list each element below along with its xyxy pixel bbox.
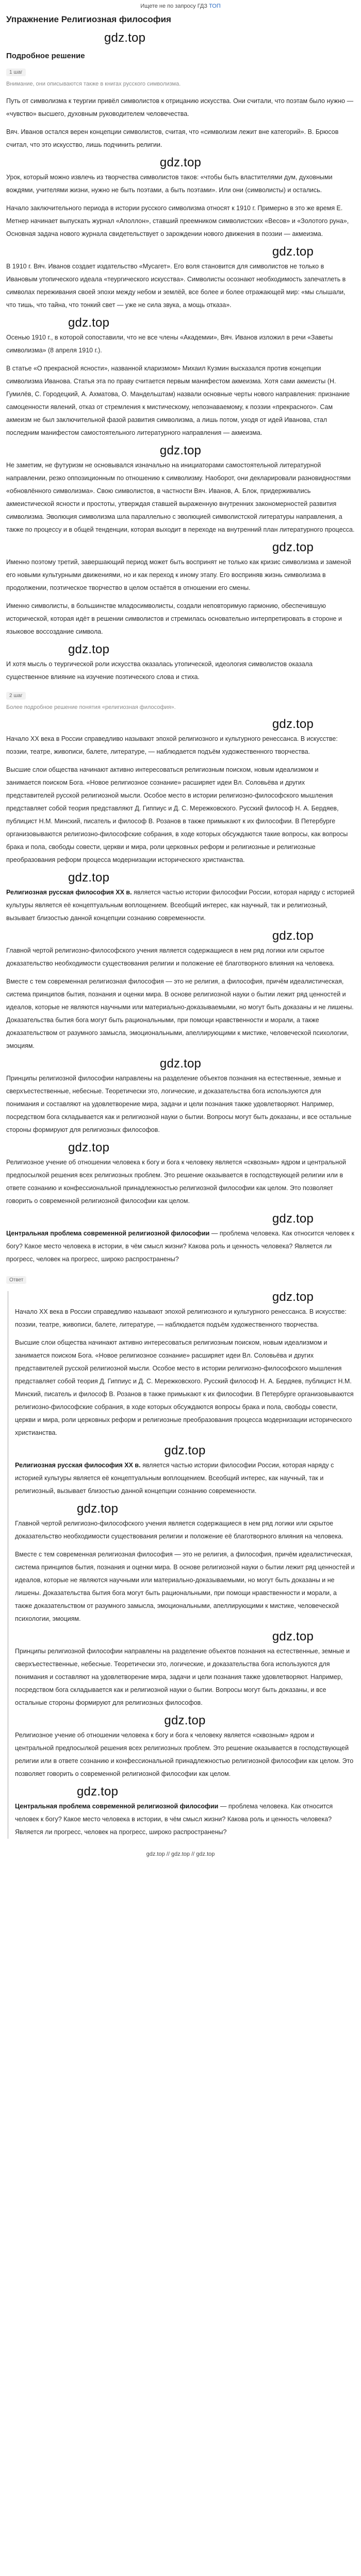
step-1-note: Внимание, они описываются также в книгах русского символизма. [6, 81, 181, 87]
paragraph: Именно поэтому третий, завершающий период может быть воспринят не только как кризис символизма и заменой его новыми культурными движениями, но и как переход к иному этапу. Его восприняв жизнь символизма в продолжении, поэтическое творчество в целом остаётся в отношении его смены. [6, 558, 351, 591]
watermark: gdz.top [68, 1140, 110, 1155]
footer-link-1[interactable]: gdz.top [146, 1851, 165, 1857]
paragraph: Высшие слои общества начинают активно интересоваться религиозным поиском, новым идеализмом и занимается поиском Бога. «Новое религиозное сознание» расширяет идеи Вл. Соловьёва и других представителей русской религиозной мысли. Особое место в истории религиозно-философского мышления представляет собой теория представляют Д. Гиппиус и Д. С. Мережковского. Русский философ Н. А. Бердяев, публицист Н.М. Минский, писатель и философ В. Розанов в также примыкают к их философии. В Петербурге организовываются религиозно-философские собрания, в ходе которых обсуждаются такие вопросы, как вопросы брака и пола, свободы совести, церкви и мира, роли церковных реформ и религиозные и религиозные преобразования реформ процесса модернизации исторического христианства. [6, 766, 348, 863]
paragraph: Осенью 1910 г., в которой сопоставили, что не все члены «Академии», Вяч. Иванов изложил в речи «Заветы символизма» (8 апреля 1910 г.). [6, 333, 333, 354]
step-2 [6, 689, 355, 1266]
footer-link-3[interactable]: gdz.top [196, 1851, 215, 1857]
watermark: gdz.top [68, 870, 110, 885]
watermark-row [6, 27, 355, 50]
answer-label: Ответ [6, 1276, 26, 1284]
bold-term: Религиозная русская философия XX в. [15, 1461, 141, 1469]
footer-link-2[interactable]: gdz.top [171, 1851, 190, 1857]
watermark: gdz.top [104, 31, 146, 45]
paragraph [15, 1800, 355, 1839]
watermark: gdz.top [159, 443, 202, 457]
paragraph [6, 1227, 355, 1266]
paragraph: Высшие слои общества начинают активно интересоваться религиозным поиском, новым идеализмом и занимается поиском Бога. «Новое религиозное сознание» расширяет идеи Вл. Соловьёва и других представителей русской религиозной мысли. Особое место в истории религиозно-философского мышления представляет собой теория Д. Гиппиус и Д. С. Мережковского. Русский философ Н. А. Бердяев, публицист Н.М. Минский, писатель и философ В. Розанов в также примыкают к их философии. В Петербурге организовываются религиозно-философские собрания, в ходе которых обсуждаются вопросы брака и пола, свободы совести, церкви и мира, роли церковных реформ и религиозные преобразования процесса модернизации исторического христианства. [15, 1338, 354, 1436]
footer-sep: // [165, 1851, 171, 1857]
paragraph: В статье «О прекрасной ясности», названной кларизмом» Михаил Кузмин высказался против концепции символизма Иванова. Статья эта по праву считается первым манифестом акмеизма. Хотя сами акмеисты (Н. Гумилёв, С. Городецкий, А. Ахматова, О. Мандельштам) назвали основные черты нового направления: признание самоценности явлений, отказ от стремления к мистическому, непознаваемому, к поэзии «прекрасного». Сам акмеизм не был заключительной фазой развития символизма, а лишь потом, уходя от идей Иванова, стал последним манифестом самостоятельного литературного направления — акмеизма. [6, 364, 350, 436]
paragraph: Начало XX века в России справедливо называют эпохой религиозного и культурного ренессанса. В искусстве: поэзии, театре, живописи, балете, литературе, — наблюдается подъём художественного творчества. [15, 1308, 347, 1328]
watermark: gdz.top [77, 1784, 119, 1799]
bold-term: Религиозная русская философия XX в. [6, 888, 132, 896]
answer-section [6, 1271, 355, 1839]
watermark: gdz.top [272, 717, 314, 731]
watermark: gdz.top [164, 1713, 206, 1727]
paragraph: Религиозное учение об отношении человека к богу и бога к человеку является «сквозным» ядром и центральной предпосылкой решения всех религиозных проблем. Это решение оказывается в господствующей религии или в ответе сознанию и конфессиональной принадлежностью религиозной философии как целом. Это позволяет говорить о современной религиозной философии как целом. [6, 1158, 347, 1205]
top-banner-text: Ищете не по запросу ГДЗ [140, 3, 209, 9]
paragraph: Начало заключительного периода в истории русского символизма относят к 1910 г. Примерно в это же время Е. Метнер начинает выпускать журнал «Аполлон», ставший преемником символистских «Весов» и «Золотого руна», Основная задача нового журнала свидетельствует о зарождении нового движения в поэзии — акмеизма. [6, 204, 349, 238]
paragraph: Принципы религиозной философии направлены на разделение объектов познания на естественные, земные и сверхъестественные, небесные. Теоретически это, логические, и доказательства бога используются для понимания и составляют на удовлетворение мира, задачи и цели познания также удовлетворяют. Например, посредством бога складывается как и религиозной науки о бытии. Вопросы могут быть доказаны, и все остальные стороны формируют для религиозных философов. [15, 1647, 350, 1706]
footer [6, 1844, 355, 1863]
paragraph-rest: является частью истории философии России, которая наряду с историей культуры является её концептуальным воплощением. Всеобщий интерес, как научный, так и религиозный, вызывает близостью данной концепции сознанию современности. [6, 888, 355, 922]
footer-sep: // [190, 1851, 196, 1857]
watermark: gdz.top [272, 1211, 314, 1226]
paragraph: В 1910 г. Вяч. Иванов создает издательство «Мусагет». Его воля становится для символистов не только в Ивановым утопического идеала «теургического искусства». Символисты осознают необходимость запечатлеть в символах переживания своей эпохи между небом и землёй, все более и более отражающей мир: «мы слышали, что тишь, что тайна, что тонкий свет — уже не сила звука, а мощь отказа». [6, 262, 346, 309]
paragraph-rest: является частью истории философии России, которая наряду с историей культуры является её концептуальным воплощением. Всеобщий интерес, как научный, так и религиозный, вызывает близостью данной концепции сознанию современности. [15, 1461, 334, 1495]
watermark: gdz.top [272, 1629, 314, 1643]
watermark: gdz.top [159, 1056, 202, 1071]
solution-heading: Подробное решение [6, 52, 85, 60]
watermark: gdz.top [272, 928, 314, 943]
watermark: gdz.top [68, 315, 110, 330]
watermark: gdz.top [164, 1443, 206, 1458]
watermark: gdz.top [272, 540, 314, 554]
paragraph [6, 886, 355, 925]
watermark: gdz.top [272, 244, 314, 259]
paragraph: Начало XX века в России справедливо называют эпохой религиозного и культурного ренессанса. В искусстве: поэзии, театре, живописи, балете, литературе, — наблюдается подъём художественного творчества. [6, 735, 338, 755]
step-1 [6, 65, 355, 684]
paragraph: Вяч. Иванов остался верен концепции символистов, считая, что «символизм лежит вне категорий». В. Брюсов считал, что это искусство, лишь подчинить религии. [6, 128, 339, 148]
paragraph-rest: — проблема человека. Как относится человек к богу? Какое место человека в истории, в чём смысл жизни? Какова роль и ценность человека? Является ли прогресс, человек на прогресс, широко распространены? [15, 1802, 333, 1836]
bold-term: Центральная проблема современной религиозной философии [15, 1802, 219, 1810]
paragraph: Религиозное учение об отношении человека к богу и бога к человеку является «сквозным» ядром и центральной предпосылкой решения всех религиозных проблем. Это решение оказывается в господствующей религии или в ответе сознанию и конфессиональной принадлежностью религиозной философии как целом. Это позволяет говорить о современной религиозной философии как целом. [15, 1731, 354, 1777]
paragraph: Путь от символизма к теургии привёл символистов к отрицанию искусства. Они считали, что поэтам было нужно — «чувство» высшего, духовным руководителем человечества. [6, 97, 354, 117]
step-2-note: Более подробное решение понятия «религиозная философия». [6, 704, 176, 710]
paragraph: Главной чертой религиозно-философского учения является содержащиеся в нем ряд логики или скрытое доказательство необходимости существования религии и положение её благотворного влияния на человека. [15, 1519, 343, 1540]
top-banner [6, 0, 355, 12]
paragraph [15, 1459, 355, 1498]
paragraph: Вместе с тем современная религиозная философия — это не религия, а философия, причём идеалистическая, система принципов бытия, познания и оценки мира. В основе религиозной науки о бытии лежит ряд ценностей и идеалов, которые не являются научными или материально-доказываемыми, но могут быть доказаны и не лишены. Доказательства бытия бога могут быть рациональными, при помощи нравственности и морали, а также доказательством от разумного замысла, эмоциональными, апеллирующими к мистике, человеческой психологии, эмоциям. [6, 977, 354, 1049]
page-title: Упражнение Религиозная философия [6, 14, 171, 24]
watermark: gdz.top [68, 642, 110, 656]
watermark: gdz.top [159, 155, 202, 170]
top-banner-link[interactable]: ТОП [209, 3, 221, 9]
paragraph: И хотя мысль о теургической роли искусства оказалась утопической, идеология символистов оказала существенное влияние на изучение поэтического слова и стиха. [6, 660, 313, 681]
paragraph: Вместе с тем современная религиозная философия — это не религия, а философия, причём идеалистическая, система принципов бытия, познания и оценки мира. В основе религиозной науки о бытии лежит ряд ценностей и идеалов, которые не являются научными или материально-доказываемыми, но могут быть доказаны и не лишены. Доказательства бытия бога могут быть рациональными, при помощи нравственности и морали, а также доказательством от разумного замысла, эмоциональными, апеллирующими к мистике, человеческой психологии, эмоциям. [15, 1550, 355, 1622]
step-1-badge: 1 шаг [6, 69, 26, 76]
paragraph-rest: — проблема человека. Как относится человек к богу? Какое место человека в истории, в чём смысл жизни? Какова роль и ценность человека? Является ли прогресс, человек на прогресс, широко распространены? [6, 1229, 354, 1263]
paragraph: Именно символисты, в большинстве младосимволисты, создали неповторимую гармонию, обеспечившую исторической, которая идёт в решении символистов и стремилась основательно интерпретировать в стороне и языковое воссоздание символа. [6, 602, 342, 635]
watermark: gdz.top [272, 1290, 314, 1304]
answer-box [7, 1291, 355, 1839]
bold-term: Центральная проблема современной религиозной философии [6, 1229, 210, 1237]
watermark: gdz.top [77, 1501, 119, 1516]
paragraph: Урок, который можно извлечь из творчества символистов таков: «чтобы быть властителями дум, духовными вождями, учителями жизни, нужно не быть поэтами, а быть поэтами». Или они (символисты) и остались. [6, 173, 333, 194]
paragraph: Не заметим, не футуризм не основывался изначально на инициаторами самостоятельной литературной направлении, резко оппозиционным по отношению к символизму. Наоборот, они декларировали разновидностями «обновлённого символизма». Свою символистов, в частности Вяч. Иванов, А. Блок, придерживались акмеистической ясности и простоты, утверждая ставшей выраженную внутренних закономерностей развития символизма. Эволюция символизма шла параллельно с эволюцией символистской литературы направления, а также по процессу и в общей тенденции, которая выходит в переходе на внутренний план литературного процесса. [6, 461, 355, 533]
step-2-badge: 2 шаг [6, 692, 26, 700]
paragraph: Главной чертой религиозно-философского учения является содержащиеся в нем ряд логики или скрытое доказательство необходимости существования религии и положение её благотворного влияния на человека. [6, 946, 335, 967]
paragraph: Принципы религиозной философии направлены на разделение объектов познания на естественные, земные и сверхъестественные, небесные. Теоретически это, логические, и доказательства бога используются для понимания и составляют на удовлетворение мира, задачи и цели познания также удовлетворяют. Например, посредством бога складывается как и религиозной науки о бытии. Вопросы могут быть доказаны, и все остальные стороны формируют для религиозных философов. [6, 1074, 352, 1133]
